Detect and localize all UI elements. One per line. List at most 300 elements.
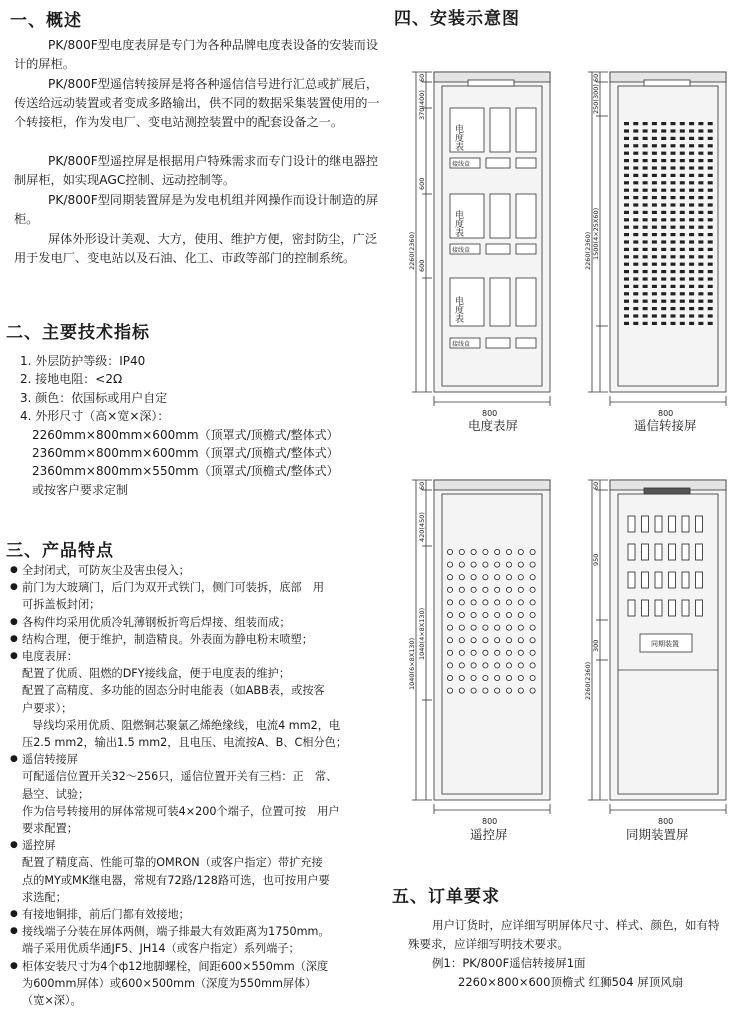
signal-switch [708, 270, 713, 273]
signal-switch [708, 129, 713, 132]
sync-switch [682, 544, 689, 560]
signal-switch [624, 137, 629, 140]
dim-label: 1040(6×8X130) [408, 637, 416, 690]
feature-item-cont: 为600mm屏体）或600×500mm（深度为550mm屏体） [22, 976, 317, 990]
signal-switch [698, 152, 703, 155]
signal-switch [643, 218, 648, 221]
signal-switch [643, 226, 648, 229]
relay [483, 625, 488, 630]
order-example-1: 例1：PK/800F遥信转接屏1面 [432, 956, 586, 970]
relay [447, 600, 452, 605]
signal-switch [671, 181, 676, 184]
signal-switch [680, 181, 685, 184]
signal-switch [633, 129, 638, 132]
relay [518, 675, 523, 680]
feature-item: ● 前门为大玻璃门，后门为双开式铁门，侧门可装拆，底部 用 [10, 579, 382, 596]
signal-switch [652, 174, 657, 177]
signal-switch [661, 144, 666, 147]
relay [459, 612, 464, 617]
signal-switch [633, 240, 638, 243]
relay [495, 587, 500, 592]
signal-switch [708, 211, 713, 214]
signal-switch [661, 218, 666, 221]
signal-switch [698, 181, 703, 184]
terminal-box [486, 158, 510, 168]
relay [483, 549, 488, 554]
signal-switch [708, 181, 713, 184]
signal-switch [633, 233, 638, 236]
feature-item: ● 全封闭式，可防灰尘及害虫侵入； [10, 562, 382, 579]
signal-switch [689, 129, 694, 132]
signal-switch [624, 166, 629, 169]
signal-switch [698, 211, 703, 214]
signal-switch [643, 174, 648, 177]
relay [530, 600, 535, 605]
signal-switch [680, 285, 685, 288]
signal-switch [652, 226, 657, 229]
signal-switch [652, 314, 657, 317]
signal-switch [661, 300, 666, 303]
sync-switch [682, 516, 689, 532]
relay [518, 587, 523, 592]
sync-switch [642, 600, 649, 616]
signal-switch [708, 285, 713, 288]
feature-item-cont: 户要求）； [22, 701, 73, 715]
feature-item-cont: 可拆盖板封闭； [22, 598, 101, 612]
relay [518, 650, 523, 655]
signal-switch [689, 248, 694, 251]
signal-switch [671, 137, 676, 140]
sync-switch [669, 516, 676, 532]
signal-switch [643, 240, 648, 243]
relay [447, 549, 452, 554]
signal-switch [661, 255, 666, 258]
relay [530, 587, 535, 592]
meter-label: 电度表 [453, 124, 463, 151]
signal-switch [671, 144, 676, 147]
signal-switch [689, 122, 694, 125]
relay [530, 663, 535, 668]
signal-switch [633, 322, 638, 325]
cabinet-top-cap [434, 480, 550, 490]
signal-switch [671, 203, 676, 206]
signal-switch [671, 152, 676, 155]
signal-switch [689, 240, 694, 243]
spec-list [20, 352, 339, 499]
meter-label: 电度表 [453, 296, 463, 323]
signal-switch [624, 189, 629, 192]
feature-item: ● 有接地铜排，前后门都有效接地； [10, 906, 382, 923]
signal-switch [680, 196, 685, 199]
signal-switch [624, 277, 629, 280]
signal-switch [689, 189, 694, 192]
dim-label: 60 [418, 481, 426, 490]
signal-switch [689, 270, 694, 273]
meter-panel-diagram [412, 72, 550, 406]
signal-switch [698, 300, 703, 303]
section-install-title: 四、安装示意图 [394, 9, 520, 29]
signal-switch [624, 270, 629, 273]
signal-switch [661, 211, 666, 214]
relay [447, 612, 452, 617]
signal-switch [643, 285, 648, 288]
signal-switch [708, 166, 713, 169]
signal-switch [661, 152, 666, 155]
install-diagrams [388, 40, 730, 900]
relay [471, 587, 476, 592]
relay [506, 638, 511, 643]
signal-switch [652, 166, 657, 169]
signal-switch [652, 203, 657, 206]
signal-switch [680, 233, 685, 236]
signal-switch [661, 285, 666, 288]
signal-switch [671, 189, 676, 192]
spec-color: 3. 颜色：依国标或用户自定 [20, 390, 168, 405]
relay [506, 612, 511, 617]
relay [471, 638, 476, 643]
signal-switch [698, 240, 703, 243]
sync-device-label: 同期装置 [651, 640, 679, 648]
signal-switch [624, 203, 629, 206]
signal-switch [708, 174, 713, 177]
signal-switch [661, 314, 666, 317]
signal-switch [643, 189, 648, 192]
signal-switch [652, 300, 657, 303]
signal-switch [633, 255, 638, 258]
signal-switch [652, 270, 657, 273]
signal-switch [661, 322, 666, 325]
signal-switch [680, 152, 685, 155]
feature-item-cont: 点的MY或MK继电器，常规有72路/128路可选，也可按用户要 [22, 873, 330, 887]
signal-switch [643, 122, 648, 125]
signal-switch [689, 263, 694, 266]
feature-item: ● 接线端子分装在屏体两侧，端子排最大有效距离为1750mm。 [10, 923, 382, 940]
dim-label: 370(400) [418, 90, 426, 120]
relay [518, 562, 523, 567]
signal-switch [643, 137, 648, 140]
relay [506, 625, 511, 630]
signal-switch [652, 181, 657, 184]
width-label: 800 [658, 817, 674, 826]
feature-item-cont: 配置了高精度、多功能的固态分时电能表（如ABB表，或按客 [22, 684, 325, 698]
dim-label: 2260(2360) [408, 231, 416, 270]
relay [471, 549, 476, 554]
relay [495, 675, 500, 680]
relay [447, 587, 452, 592]
relay [495, 612, 500, 617]
meter-box [516, 194, 536, 238]
section-overview-title: 一、概述 [10, 11, 82, 31]
signal-switch [680, 189, 685, 192]
spec-dimension-custom: 或按客户要求定制 [32, 482, 129, 497]
signal-switch [708, 152, 713, 155]
signal-switch [661, 240, 666, 243]
relay [459, 650, 464, 655]
signal-switch [633, 285, 638, 288]
signal-switch [671, 307, 676, 310]
relay [483, 638, 488, 643]
sync-switch [669, 572, 676, 588]
signal-switch [708, 203, 713, 206]
relay [495, 650, 500, 655]
relay [506, 587, 511, 592]
signal-switch [652, 152, 657, 155]
signal-switch [633, 248, 638, 251]
signal-switch [624, 300, 629, 303]
terminal-box [516, 244, 536, 254]
signal-switch [661, 292, 666, 295]
relay [495, 549, 500, 554]
signal-switch [698, 270, 703, 273]
dim-label: 600 [418, 177, 426, 190]
signal-switch [698, 144, 703, 147]
signal-switch [643, 263, 648, 266]
sync-switch [655, 544, 662, 560]
signal-switch [661, 307, 666, 310]
signal-switch [671, 129, 676, 132]
relay [459, 688, 464, 693]
dim-label: 2260(2360) [584, 231, 592, 270]
nameplate [468, 80, 514, 86]
feature-item: ● 结构合理，便于维护，制造精良。外表面为静电粉末喷塑； [10, 631, 382, 648]
signal-switch [652, 189, 657, 192]
relay [471, 600, 476, 605]
relay [495, 600, 500, 605]
signal-switch [708, 189, 713, 192]
sync-switch [642, 572, 649, 588]
signal-switch [671, 196, 676, 199]
signal-switch [689, 166, 694, 169]
sync-switch [682, 600, 689, 616]
signal-switch [671, 292, 676, 295]
signal-switch [698, 322, 703, 325]
signal-switch [689, 174, 694, 177]
terminal-box-label: 接线盒 [452, 247, 471, 254]
signal-switch [698, 263, 703, 266]
signal-switch [643, 196, 648, 199]
feature-item-cont: 要求配置； [22, 822, 78, 836]
signal-switch [671, 314, 676, 317]
relay [459, 575, 464, 580]
signal-switch [671, 159, 676, 162]
signal-switch [661, 233, 666, 236]
feature-item: ● 遥信转接屏 [10, 751, 382, 768]
signal-switch [643, 203, 648, 206]
signal-switch [680, 277, 685, 280]
signal-switch [708, 300, 713, 303]
section-order-title: 五、订单要求 [392, 887, 500, 907]
signal-switch [708, 159, 713, 162]
signal-switch [698, 285, 703, 288]
signal-switch [652, 129, 657, 132]
signal-switch [680, 292, 685, 295]
signal-switch [643, 277, 648, 280]
sync-switch [696, 600, 703, 616]
meter-box [490, 194, 510, 238]
relay [506, 600, 511, 605]
signal-switch [698, 255, 703, 258]
signal-switch [633, 277, 638, 280]
signal-switch [661, 122, 666, 125]
sync-switch [642, 516, 649, 532]
signal-switch [633, 174, 638, 177]
spec-dimension-1: 2260mm×800mm×600mm（顶罩式/顶檐式/整体式） [32, 427, 339, 442]
relay [495, 688, 500, 693]
signal-switch [643, 159, 648, 162]
relay [447, 688, 452, 693]
signal-switch [661, 203, 666, 206]
sync-switch [655, 516, 662, 532]
signal-switch [698, 233, 703, 236]
caption-meter-panel: 电度表屏 [468, 418, 519, 433]
signal-switch [624, 255, 629, 258]
signal-switch [689, 300, 694, 303]
signal-switch [708, 248, 713, 251]
signal-switch [680, 129, 685, 132]
signal-switch [689, 314, 694, 317]
relay [459, 587, 464, 592]
signal-switch [661, 277, 666, 280]
spec-grounding: 2. 接地电阻：<2Ω [20, 372, 123, 387]
signal-switch [698, 159, 703, 162]
signal-switch [633, 196, 638, 199]
signal-switch [652, 211, 657, 214]
signal-switch [643, 181, 648, 184]
signal-switch [624, 285, 629, 288]
signal-switch [671, 240, 676, 243]
signal-switch [671, 174, 676, 177]
sync-switch [655, 600, 662, 616]
relay [483, 562, 488, 567]
signal-switch [652, 292, 657, 295]
order-requirements [408, 916, 728, 992]
signal-switch [680, 226, 685, 229]
relay [483, 663, 488, 668]
right-column [388, 0, 730, 1026]
signal-switch [624, 292, 629, 295]
signal-switch [633, 181, 638, 184]
dim-label: 60 [418, 73, 426, 82]
signal-switch [624, 263, 629, 266]
order-example-detail: 2260×800×600顶檐式 红狮504 屏顶风扇 [458, 975, 684, 989]
signal-switch [643, 233, 648, 236]
signal-switch [661, 159, 666, 162]
signal-switch [643, 152, 648, 155]
feature-item-cont: 配置了精度高、性能可靠的OMRON（或客户指定）带扩充接 [22, 856, 323, 870]
signal-switch [689, 255, 694, 258]
signal-switch [698, 129, 703, 132]
signal-switch [698, 174, 703, 177]
signal-switch [698, 307, 703, 310]
signal-switch [661, 181, 666, 184]
relay [506, 549, 511, 554]
signal-switch [680, 248, 685, 251]
meter-box [516, 108, 536, 152]
nameplate [644, 80, 690, 86]
signal-switch [708, 137, 713, 140]
signal-switch [643, 211, 648, 214]
feature-item-cont: 导线均采用优质、阻燃铜芯聚氯乙烯绝缘线，电流4 mm2，电 [32, 718, 341, 732]
signal-switch [698, 218, 703, 221]
remote-control-panel-diagram [412, 480, 550, 814]
signal-switch [661, 129, 666, 132]
signal-switch [680, 322, 685, 325]
relay [459, 625, 464, 630]
signal-switch [624, 152, 629, 155]
signal-switch [652, 307, 657, 310]
signal-switch [624, 240, 629, 243]
signal-switch [708, 292, 713, 295]
relay [483, 675, 488, 680]
sync-switch [669, 544, 676, 560]
spec-protection: 1. 外层防护等级：IP40 [20, 354, 146, 368]
signal-switch [652, 196, 657, 199]
signal-switch [652, 248, 657, 251]
relay [471, 625, 476, 630]
dim-label: 250(300) [592, 84, 600, 114]
signal-switch [652, 263, 657, 266]
terminal-box [486, 244, 510, 254]
feature-item-cont: 端子采用优质华通JF5、JH14（或客户指定）系列端子； [22, 942, 300, 956]
relay [506, 663, 511, 668]
meter-label: 电度表 [453, 210, 463, 237]
signal-switch [689, 159, 694, 162]
signal-switch [671, 211, 676, 214]
signal-switch [671, 263, 676, 266]
feature-item-cont: 悬空、试验； [22, 787, 90, 801]
signal-switch [643, 166, 648, 169]
relay [506, 562, 511, 567]
relay [530, 562, 535, 567]
signal-switch [689, 226, 694, 229]
signal-switch [708, 314, 713, 317]
signal-switch [624, 322, 629, 325]
signal-switch [661, 174, 666, 177]
spec-dimension-2: 2360mm×800mm×600mm（顶罩式/顶檐式/整体式） [32, 446, 339, 461]
signal-switch [624, 314, 629, 317]
relay [483, 575, 488, 580]
relay [447, 562, 452, 567]
signal-switch [671, 166, 676, 169]
signal-switch [689, 152, 694, 155]
sync-switch [696, 516, 703, 532]
feature-item-cont: 可配遥信位置开关32～256只，遥信位置开关有三档：正 常、 [22, 770, 338, 784]
relay [495, 625, 500, 630]
signal-switch [698, 122, 703, 125]
signal-switch [652, 277, 657, 280]
signal-switch [633, 270, 638, 273]
dim-label: 2260(2360) [584, 661, 592, 700]
signal-switch [661, 270, 666, 273]
signal-switch [633, 144, 638, 147]
signal-switch [633, 189, 638, 192]
feature-item-cont: 压2.5 mm2，输出1.5 mm2，且电压、电流按A、B、C相分色； [22, 736, 348, 750]
sync-switch [642, 544, 649, 560]
overview-paragraph-2: PK/800F型遥信转接屏是将各种遥信信号进行汇总或扩展后，传送给远动装置或者变成多路输出，供不同的数据采集装置使用的一个转接柜，作为发电厂、变电站测控装置中的配套设备之一。 [14, 77, 380, 130]
relay [530, 675, 535, 680]
relay [518, 663, 523, 668]
relay [459, 638, 464, 643]
caption-signal-transfer-panel: 遥信转接屏 [634, 418, 697, 433]
signal-switch [633, 152, 638, 155]
signal-switch [624, 129, 629, 132]
nameplate [644, 488, 690, 494]
signal-switch [671, 277, 676, 280]
dim-label: 1040(4×8X130) [418, 607, 426, 660]
signal-switch [661, 263, 666, 266]
meter-box [490, 108, 510, 152]
signal-switch [652, 144, 657, 147]
